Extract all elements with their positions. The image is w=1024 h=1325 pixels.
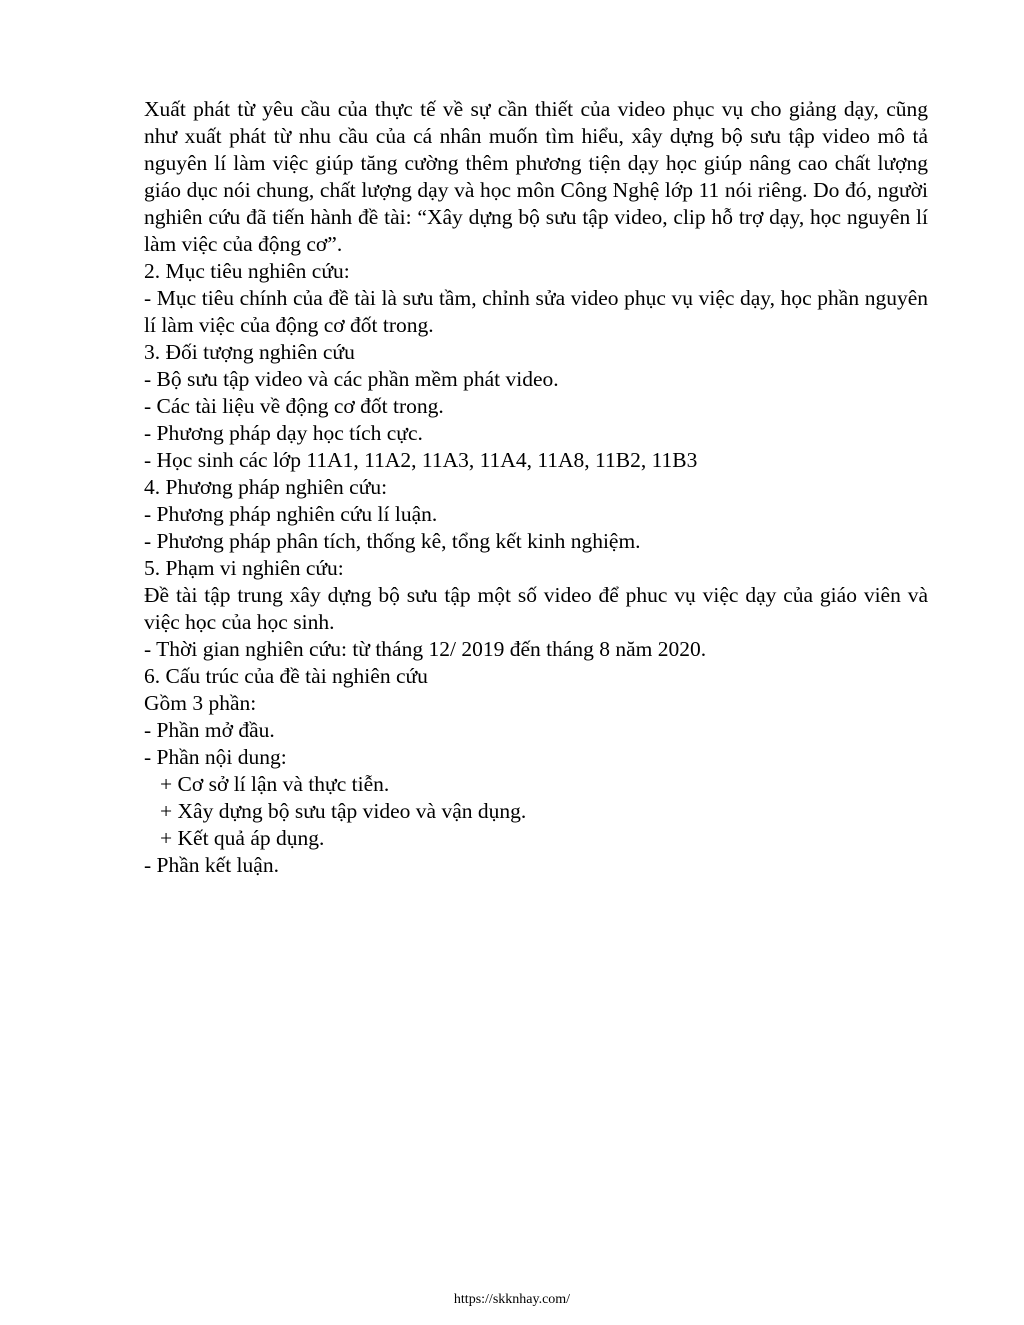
- list-item: - Bộ sưu tập video và các phần mềm phát video.: [144, 367, 559, 391]
- list-item: - Phương pháp nghiên cứu lí luận.: [144, 502, 438, 526]
- list-item: - Thời gian nghiên cứu: từ tháng 12/ 2019 đến tháng 8 năm 2020.: [144, 637, 707, 661]
- list-item: - Học sinh các lớp 11A1, 11A2, 11A3, 11A4, 11A8, 11B2, 11B3: [144, 448, 698, 472]
- list-item: - Phần kết luận.: [144, 853, 279, 877]
- section-heading: 5. Phạm vi nghiên cứu:: [144, 556, 344, 580]
- list-item: - Phần mở đầu.: [144, 718, 275, 742]
- section-heading: 2. Mục tiêu nghiên cứu:: [144, 259, 350, 283]
- section-paragraph: Đề tài tập trung xây dựng bộ sưu tập một số video để phuc vụ việc dạy của giáo viên và việc học của học sinh.: [144, 583, 928, 634]
- list-item: - Các tài liệu về động cơ đốt trong.: [144, 394, 444, 418]
- intro-paragraph: Xuất phát từ yêu cầu của thực tế về sự cần thiết của video phục vụ cho giảng dạy, cũng như xuất phát từ nhu cầu của cá nhân muốn tìm hiểu, xây dựng bộ sưu tập video mô tả nguyên lí làm việc giúp tăng cường thêm phương tiện dạy học giúp nâng cao chất lượng giáo dục nói chung, chất lượng dạy và học môn Công Nghệ lớp 11 nói riêng. Do đó, người nghiên cứu đã tiến hành đề tài: “Xây dựng bộ sưu tập video, clip hỗ trợ dạy, học nguyên lí làm việc của động cơ”.: [144, 97, 928, 256]
- sub-list-item: + Cơ sở lí lận và thực tiễn.: [160, 772, 390, 796]
- section-heading: 3. Đối tượng nghiên cứu: [144, 340, 355, 364]
- section-paragraph: - Mục tiêu chính của đề tài là sưu tầm, chỉnh sửa video phục vụ việc dạy, học phần nguyên lí làm việc của động cơ đốt trong.: [144, 286, 928, 337]
- section-intro: Gồm 3 phần:: [144, 691, 257, 715]
- sub-list-item: + Xây dựng bộ sưu tập video và vận dụng.: [160, 799, 527, 823]
- footer-url: https://skknhay.com/: [453, 1292, 571, 1307]
- list-item: - Phương pháp dạy học tích cực.: [144, 421, 423, 445]
- section-heading: 6. Cấu trúc của đề tài nghiên cứu: [144, 664, 428, 688]
- list-item: - Phương pháp phân tích, thống kê, tổng kết kinh nghiệm.: [144, 529, 641, 553]
- list-item: - Phần nội dung:: [144, 745, 287, 769]
- document-body: [144, 96, 928, 879]
- sub-list-item: + Kết quả áp dụng.: [160, 826, 325, 850]
- section-heading: 4. Phương pháp nghiên cứu:: [144, 475, 388, 499]
